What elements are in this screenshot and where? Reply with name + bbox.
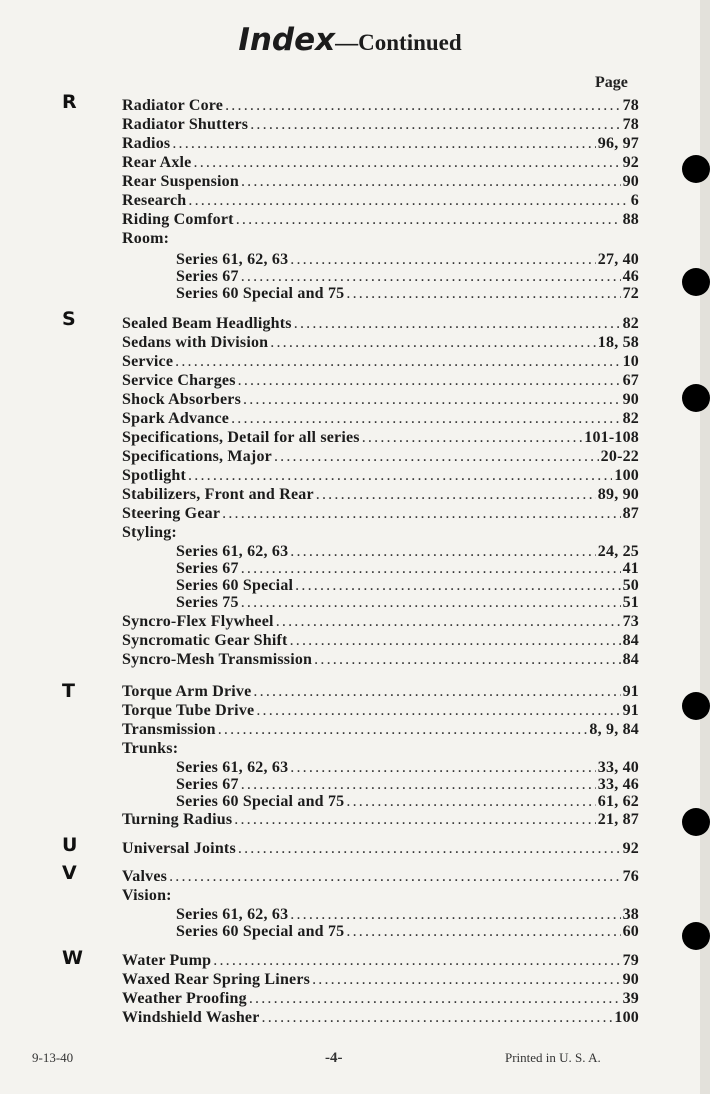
entry-page: 100 bbox=[614, 467, 639, 484]
entry-label: Radiator Shutters bbox=[122, 116, 249, 133]
entry-page: 91 bbox=[622, 683, 639, 700]
leader-dots bbox=[218, 720, 588, 739]
index-entry bbox=[122, 447, 639, 466]
binder-hole bbox=[682, 384, 710, 412]
entry-label: Series 67 bbox=[176, 776, 239, 793]
index-entry bbox=[122, 682, 639, 701]
leader-dots bbox=[312, 970, 621, 989]
title-continued: —Continued bbox=[335, 30, 462, 55]
leader-dots bbox=[362, 428, 583, 447]
leader-dots bbox=[213, 951, 620, 970]
entry-page: 101-108 bbox=[584, 429, 639, 446]
section-letter-w: W bbox=[62, 947, 83, 969]
entry-label: Stabilizers, Front and Rear bbox=[122, 486, 314, 503]
leader-dots bbox=[346, 792, 595, 811]
leader-dots bbox=[231, 409, 621, 428]
leader-dots bbox=[194, 153, 621, 172]
leader-dots bbox=[241, 593, 621, 612]
entry-page: 73 bbox=[622, 613, 639, 630]
entry-label: Series 60 Special and 75 bbox=[176, 793, 345, 810]
index-entry bbox=[122, 371, 639, 390]
entry-label: Weather Proofing bbox=[122, 990, 247, 1007]
entry-label: Syncromatic Gear Shift bbox=[122, 632, 288, 649]
entry-page: 100 bbox=[614, 1009, 639, 1026]
index-entry bbox=[122, 485, 639, 504]
index-entry bbox=[122, 390, 639, 409]
entry-label: Vision: bbox=[122, 887, 172, 904]
index-subentry bbox=[176, 593, 639, 612]
leader-dots bbox=[290, 631, 621, 650]
entry-page: 90 bbox=[622, 391, 639, 408]
entry-label: Series 60 Special and 75 bbox=[176, 923, 345, 940]
index-entry bbox=[122, 504, 639, 523]
index-heading-entry bbox=[122, 739, 639, 758]
section-letter-t: T bbox=[62, 680, 75, 702]
leader-dots bbox=[250, 115, 620, 134]
footer-printed: Printed in U. S. A. bbox=[505, 1050, 601, 1065]
leader-dots bbox=[225, 96, 620, 115]
leader-dots bbox=[234, 810, 596, 829]
leader-dots bbox=[236, 210, 621, 229]
binder-hole bbox=[682, 922, 710, 950]
entry-page: 8, 9, 84 bbox=[589, 721, 639, 738]
entry-page: 79 bbox=[622, 952, 639, 969]
entry-label: Syncro-Mesh Transmission bbox=[122, 651, 313, 668]
entry-label: Steering Gear bbox=[122, 505, 221, 522]
entry-label: Radiator Core bbox=[122, 97, 224, 114]
index-entry bbox=[122, 1008, 639, 1027]
index-entry bbox=[122, 314, 639, 333]
leader-dots bbox=[188, 466, 612, 485]
entry-page: 84 bbox=[622, 651, 639, 668]
entry-label: Rear Axle bbox=[122, 154, 192, 171]
entry-label: Radios bbox=[122, 135, 171, 152]
leader-dots bbox=[316, 485, 596, 504]
leader-dots bbox=[346, 284, 620, 303]
entry-label: Series 60 Special bbox=[176, 577, 294, 594]
index-entry bbox=[122, 115, 639, 134]
entry-page: 92 bbox=[622, 154, 639, 171]
leader-dots bbox=[262, 1008, 613, 1027]
index-entry bbox=[122, 612, 639, 631]
entry-page: 50 bbox=[622, 577, 639, 594]
leader-dots bbox=[276, 612, 621, 631]
binder-hole bbox=[682, 155, 710, 183]
index-entry bbox=[122, 989, 639, 1008]
section-letter-r: R bbox=[62, 91, 77, 113]
entry-page: 39 bbox=[622, 990, 639, 1007]
index-entry bbox=[122, 631, 639, 650]
entry-page: 84 bbox=[622, 632, 639, 649]
entry-label: Service bbox=[122, 353, 174, 370]
entry-label: Sealed Beam Headlights bbox=[122, 315, 292, 332]
entry-label: Series 67 bbox=[176, 268, 239, 285]
index-entry bbox=[122, 96, 639, 115]
entry-page: 33, 40 bbox=[597, 759, 639, 776]
index-entry bbox=[122, 409, 639, 428]
section-letter-u: U bbox=[62, 834, 78, 856]
entry-page: 41 bbox=[622, 560, 639, 577]
leader-dots bbox=[188, 191, 628, 210]
entry-page: 91 bbox=[622, 702, 639, 719]
entry-page: 89, 90 bbox=[597, 486, 639, 503]
entry-page: 72 bbox=[622, 285, 639, 302]
index-entry bbox=[122, 210, 639, 229]
index-entry bbox=[122, 970, 639, 989]
entry-page: 78 bbox=[622, 116, 639, 133]
binder-hole bbox=[682, 692, 710, 720]
index-entry bbox=[122, 172, 639, 191]
leader-dots bbox=[238, 371, 621, 390]
entry-page: 60 bbox=[622, 923, 639, 940]
entry-label: Shock Absorbers bbox=[122, 391, 242, 408]
page-column-header: Page bbox=[595, 74, 628, 91]
entry-page: 67 bbox=[622, 372, 639, 389]
leader-dots bbox=[253, 682, 620, 701]
index-entry bbox=[122, 839, 639, 858]
entry-label: Room: bbox=[122, 230, 170, 247]
entry-label: Torque Arm Drive bbox=[122, 683, 252, 700]
leader-dots bbox=[249, 989, 621, 1008]
entry-label: Spotlight bbox=[122, 467, 187, 484]
entry-page: 61, 62 bbox=[597, 793, 639, 810]
index-entry bbox=[122, 428, 639, 447]
entry-label: Series 60 Special and 75 bbox=[176, 285, 345, 302]
entry-label: Service Charges bbox=[122, 372, 236, 389]
title-main: Index bbox=[238, 22, 336, 58]
entry-label: Research bbox=[122, 192, 187, 209]
leader-dots bbox=[241, 172, 621, 191]
leader-dots bbox=[256, 701, 620, 720]
entry-label: Sedans with Division bbox=[122, 334, 269, 351]
index-entry bbox=[122, 153, 639, 172]
section-letter-v: V bbox=[62, 862, 77, 884]
index-entry bbox=[122, 352, 639, 371]
entry-page: 18, 58 bbox=[597, 334, 639, 351]
entry-label: Universal Joints bbox=[122, 840, 236, 857]
entry-page: 76 bbox=[622, 868, 639, 885]
entry-page: 33, 46 bbox=[597, 776, 639, 793]
index-entry bbox=[122, 333, 639, 352]
leader-dots bbox=[172, 134, 595, 153]
entry-page: 6 bbox=[630, 192, 639, 209]
entry-label: Spark Advance bbox=[122, 410, 230, 427]
footer-page-number: -4- bbox=[325, 1050, 343, 1066]
leader-dots bbox=[175, 352, 620, 371]
entry-page: 51 bbox=[622, 594, 639, 611]
index-entry bbox=[122, 466, 639, 485]
entry-page: 24, 25 bbox=[597, 543, 639, 560]
leader-dots bbox=[238, 839, 621, 858]
leader-dots bbox=[270, 333, 596, 352]
index-entry bbox=[122, 951, 639, 970]
section-letter-s: S bbox=[62, 308, 76, 330]
entry-page: 20-22 bbox=[600, 448, 639, 465]
entry-label: Rear Suspension bbox=[122, 173, 239, 190]
index-subentry bbox=[176, 922, 639, 941]
entry-page: 38 bbox=[622, 906, 639, 923]
index-heading-entry bbox=[122, 229, 639, 248]
entry-page: 82 bbox=[622, 410, 639, 427]
entry-page: 10 bbox=[622, 353, 639, 370]
entry-page: 78 bbox=[622, 97, 639, 114]
index-entry bbox=[122, 650, 639, 669]
index-entry bbox=[122, 191, 639, 210]
entry-label: Trunks: bbox=[122, 740, 179, 757]
entry-page: 92 bbox=[622, 840, 639, 857]
entry-page: 88 bbox=[622, 211, 639, 228]
entry-page: 90 bbox=[622, 173, 639, 190]
index-heading-entry bbox=[122, 523, 639, 542]
leader-dots bbox=[169, 867, 621, 886]
entry-label: Series 67 bbox=[176, 560, 239, 577]
entry-label: Turning Radius bbox=[122, 811, 233, 828]
index-entry bbox=[122, 720, 639, 739]
entry-label: Specifications, Detail for all series bbox=[122, 429, 360, 446]
leader-dots bbox=[294, 314, 621, 333]
entry-label: Water Pump bbox=[122, 952, 212, 969]
index-heading-entry bbox=[122, 886, 639, 905]
page-title bbox=[0, 22, 700, 58]
entry-page: 90 bbox=[622, 971, 639, 988]
entry-label: Series 61, 62, 63 bbox=[176, 251, 289, 268]
entry-label: Series 61, 62, 63 bbox=[176, 543, 289, 560]
binder-hole bbox=[682, 808, 710, 836]
entry-label: Windshield Washer bbox=[122, 1009, 260, 1026]
entry-page: 87 bbox=[622, 505, 639, 522]
entry-label: Valves bbox=[122, 868, 168, 885]
leader-dots bbox=[346, 922, 620, 941]
index-entry bbox=[122, 810, 639, 829]
entry-label: Specifications, Major bbox=[122, 448, 272, 465]
leader-dots bbox=[314, 650, 620, 669]
entry-page: 27, 40 bbox=[597, 251, 639, 268]
index-subentry bbox=[176, 284, 639, 303]
index-subentry bbox=[176, 792, 639, 811]
leader-dots bbox=[243, 390, 621, 409]
entry-label: Syncro-Flex Flywheel bbox=[122, 613, 274, 630]
entry-label: Torque Tube Drive bbox=[122, 702, 255, 719]
entry-label: Series 61, 62, 63 bbox=[176, 906, 289, 923]
entry-label: Styling: bbox=[122, 524, 177, 541]
entry-page: 82 bbox=[622, 315, 639, 332]
entry-label: Waxed Rear Spring Liners bbox=[122, 971, 311, 988]
index-entry bbox=[122, 701, 639, 720]
entry-label: Riding Comfort bbox=[122, 211, 234, 228]
entry-page: 21, 87 bbox=[597, 811, 639, 828]
entry-label: Transmission bbox=[122, 721, 216, 738]
index-entry bbox=[122, 134, 639, 153]
index-entry bbox=[122, 867, 639, 886]
binder-hole bbox=[682, 268, 710, 296]
leader-dots bbox=[222, 504, 620, 523]
entry-label: Series 61, 62, 63 bbox=[176, 759, 289, 776]
footer-date: 9-13-40 bbox=[32, 1050, 74, 1065]
entry-page: 46 bbox=[622, 268, 639, 285]
leader-dots bbox=[274, 447, 599, 466]
entry-page: 96, 97 bbox=[597, 135, 639, 152]
entry-label: Series 75 bbox=[176, 594, 239, 611]
